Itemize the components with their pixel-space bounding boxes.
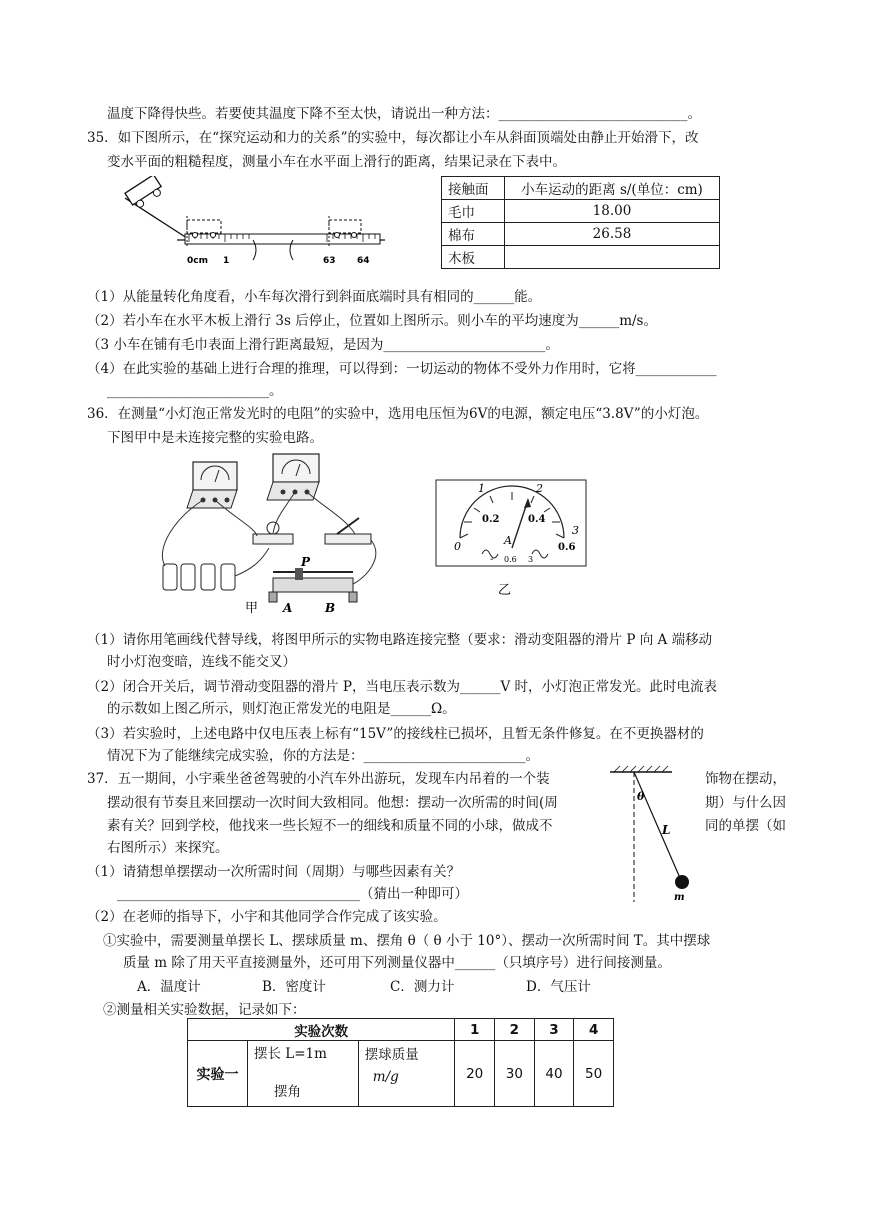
incline-ruler-figure [115,176,395,276]
q36-stem-2: 下图甲中是未连接完整的实验电路。 [107,430,323,446]
ruler-label-1: 1 [223,256,230,266]
meter-unit: A [504,534,512,547]
table-cell: 毛巾 [442,200,505,223]
table-col-1: 1 [455,1019,495,1041]
table-header-surface: 接触面 [442,177,505,200]
ammeter-dial-figure-yi [432,478,592,600]
cell-text: 摆角 [273,1084,301,1100]
table-row [188,1041,614,1107]
q37-step-2: ②测量相关实验数据，记录如下： [103,1002,306,1018]
table-cell: 50 [574,1041,614,1107]
table-cell: 木板 [442,246,505,269]
table-cell: 20 [455,1041,495,1107]
ruler-label-64: 64 [357,256,370,266]
circuit-figure-jia [145,448,385,618]
q35-part-4b: ________________________。 [107,383,283,399]
pendulum-figure [606,764,696,904]
table-row [442,223,720,246]
scale-outer-1: 1 [478,482,485,495]
scale-outer-2: 2 [536,482,543,495]
q36-part-3a: （3）若实验时，上述电路中仅电压表上标有“15V”的接线柱已损坏，且暂无条件修复。在不更换器材的 [87,726,704,742]
scale-inner-04: 0.4 [528,514,546,525]
pendulum-mass-label: m [674,892,685,903]
scale-outer-3: 3 [572,524,579,537]
table-header-distance: 小车运动的距离 s/(单位：cm) [505,177,720,200]
table-cell: 18.00 [505,200,720,223]
table-row [442,177,720,200]
q36-part-2b: 的示数如上图乙所示，则灯泡正常发光的电阻是______Ω。 [107,701,456,717]
table-cell: 26.58 [505,223,720,246]
q36-part-1b: 时小灯泡变暗，连线不能交叉） [107,654,296,670]
rheostat-icon [269,568,357,602]
q37-data-table [187,1018,614,1107]
table-col-2: 2 [495,1019,535,1041]
q37-step-1a: ①实验中，需要测量单摆长 L、摆球质量 m、摆角 θ（ θ 小于 10°）、摆动一次所需时间 T。其中摆球 [103,933,711,949]
q36-part-2a: （2）闭合开关后，调节滑动变阻器的滑片 P，当电压表示数为______V 时，小灯泡正常发光。此时电流表 [87,679,718,695]
q37-step-1b: 质量 m 除了用天平直接测量外，还可用下列测量仪器中______（只填序号）进行间接测量。 [123,955,671,971]
figure-label-jia: 甲 [245,601,259,616]
q35-results-table [441,176,720,269]
table-cell: 棉布 [442,223,505,246]
table-row [442,246,720,269]
pendulum-theta: θ [637,790,645,803]
table-cell: 30 [495,1041,535,1107]
q37-line-4: 右图所示）来探究。 [107,840,229,856]
cell-text: m/g [372,1069,399,1085]
scale-inner-02: 0.2 [482,514,500,525]
pendulum-length-label: L [662,823,671,837]
table-cell-mass [358,1041,455,1107]
q35-part-4a: （4）在此实验的基础上进行合理的推理，可以得到：一切运动的物体不受外力作用时，它将____________ [87,361,717,377]
q35-stem-1: 35．如下图所示，在“探究运动和力的关系”的实验中，每次都让小车从斜面顶端处由静止开始滑下，改 [87,130,699,146]
cell-text: 摆球质量 [364,1047,419,1063]
q36-stem-1: 36．在测量“小灯泡正常发光时的电阻”的实验中，选用电压恒为6V的电源，额定电压“3.8V”的小灯泡。 [87,406,709,422]
scale-inner-06: 0.6 [558,542,576,553]
q37-part-1a: （1）请猜想单摆摆动一次所需时间（周期）与哪些因素有关？ [87,864,461,880]
q37-line-1b: 饰物在摆动， [705,771,786,787]
top-line: 温度下降得快些。若要使其温度下降不至太快，请说出一种方法：____________________________。 [107,106,701,122]
q35-part-2: （2）若小车在水平木板上滑行 3s 后停止，位置如上图所示。则小车的平均速度为______m/s。 [87,313,657,329]
table-row [188,1019,614,1041]
q35-part-3: （3 小车在铺有毛巾表面上滑行距离最短，是因为________________________。 [87,337,559,353]
table-row [442,200,720,223]
q37-part-1b: ____________________________________（猜出一种即可） [117,886,468,902]
ammeter-icon [187,462,237,508]
ruler-label-63: 63 [323,256,336,266]
scale-outer-0: 0 [454,540,461,553]
q37-line-2b: 期）与什么因 [705,795,786,811]
table-cell-length [247,1041,358,1107]
q35-part-1: （1）从能量转化角度看，小车每次滑行到斜面底端时具有相同的______能。 [87,289,542,305]
option-d: D．气压计 [526,979,591,995]
option-a: A．温度计 [137,979,201,995]
terminal-06: 0.6 [504,555,517,564]
option-b: B．密度计 [262,979,326,995]
table-group-label: 实验一 [188,1041,248,1107]
q35-stem-2: 变水平面的粗糙程度，测量小车在水平面上滑行的距离，结果记录在下表中。 [107,154,566,170]
q37-line-2a: 摆动很有节奏且来回摆动一次时间大致相同。他想：摆动一次所需的时间(周 [107,795,558,811]
battery-icon [163,564,235,590]
q37-line-1a: 37．五一期间，小宇乘坐爸爸驾驶的小汽车外出游玩，发现车内吊着的一个装 [87,771,550,787]
table-col-3: 3 [534,1019,574,1041]
cell-text: 摆长 L=1m [253,1046,327,1062]
table-col-4: 4 [574,1019,614,1041]
table-cell: 40 [534,1041,574,1107]
option-c: C．测力计 [390,979,455,995]
terminal-minus: - [490,554,494,565]
q37-line-3b: 同的单摆（如 [705,818,786,834]
table-head-trials: 实验次数 [188,1019,455,1041]
switch-icon [325,518,371,544]
q36-part-1a: （1）请你用笔画线代替导线，将图甲所示的实物电路连接完整（要求：滑动变阻器的滑片 P 向 A 端移动 [87,632,713,648]
rheostat-label-b: B [325,601,336,615]
figure-label-yi: 乙 [498,583,512,598]
q37-line-3a: 素有关？回到学校，他找来一些长短不一的细线和质量不同的小球，做成不 [107,818,553,834]
q36-part-3b: 情况下为了能继续完成实验，你的方法是：________________________。 [107,748,539,764]
ruler-label-0: 0cm [187,256,208,266]
rheostat-label-a: A [283,601,293,615]
table-cell [505,246,720,269]
voltmeter-icon [267,454,319,500]
q37-part-2: （2）在老师的指导下，小宇和其他同学合作完成了该实验。 [87,909,447,925]
terminal-3: 3 [528,555,534,564]
rheostat-label-p: P [301,555,311,569]
